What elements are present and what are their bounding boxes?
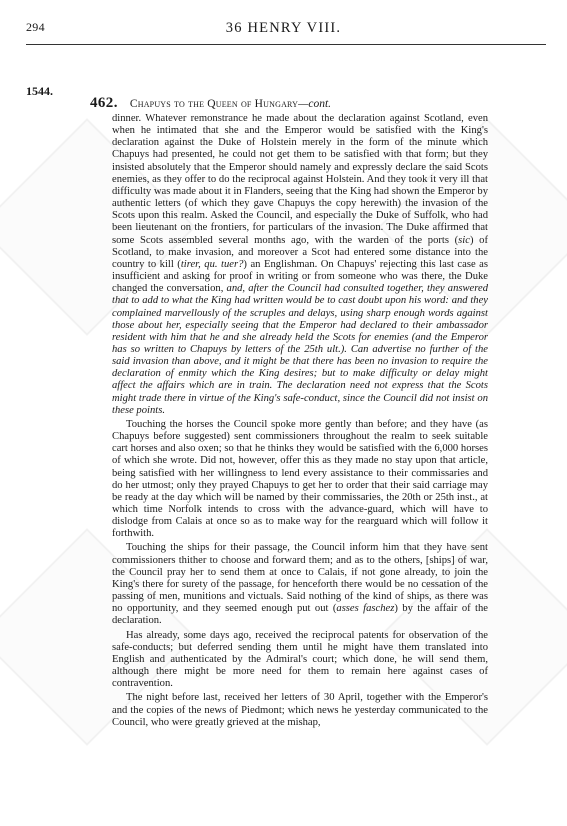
- header-rule: [26, 44, 546, 45]
- paragraph: dinner. Whatever remonstrance he made about the declaration against Scotland, even when he intimated that she and the Emperor would be satisfied with the King's declaration against the Duke of Holstein merely in the form of the minute which Chapuys had presented, he could not get them to be satisfied with that form; but they insisted absolutely that the Emperor should namely and expressly declare the said Scots enemies, as they offer to do the reciprocal against Holstein. And they took it very ill that difficulty was made about it in Flanders, seeing that the King had shown the Emperor by authentic letters (of which they gave Chapuys the copy herewith) the invasion of the Scots upon this realm. Asked the Council, and especially the Duke of Suffolk, who had been lieutenant on the frontiers, for particulars of the invasion. The Duke affirmed that some Scots assembled several months ago, with the warden of the ports (sic) of Scotland, to make invasion, and moreover a Scot had entered some distance into the country to kill (tirer, qu. tuer?) an Englishman. On Chapuys' rejecting this last case as insufficient and asking for proof in writing or from someone who was there, the Duke changed the conversation, and, after the Council had consulted together, they answered that to add to what the King had written would be to cast doubt upon his word: and they complained marvellously of the scruples and delays, using sharp enough words against those about her, especially seeing that the Emperor had declared to their ambassador resident with him that he and she already held the Scots for enemies (and the Emperor has so written to Chapuys by letters of the 25th ult.). Can advertise no further of the said invasion than above, and it might be that there has been no invasion to require the declaration of enmity which the King desires; but to make difficulty or delay might affect the affairs which are in train. The declaration need not express that the Scots might trade there in virtue of the King's safe-conduct, since the Council did not insist on these points.: [112, 113, 489, 416]
- entry-cont: —cont.: [298, 98, 332, 110]
- document-body: [112, 113, 488, 729]
- paragraph: Touching the horses the Council spoke more gently than before; and they have (as Chapuys before suggested) sent commissioners throughout the realm to seek suitable cart horses and also oxen; so that he thinks they would be satisfied with the 6,000 horses of which she wrote. Did not, however, offer this as they made no stay upon that article, being satisfied with her willingness to lend every assistance to their commissaries and do her utmost; only they prayed Chapuys to get her to order that their said carriage may be ready at the day which will be named by their commissaries, the 20th or 25th inst., at which time Norfolk intends to cross with the advance-guard, which will have to dislodge from Calais at once so as to make way for the rearguard which will follow it forthwith.: [112, 418, 488, 540]
- page-number: 294: [26, 20, 45, 34]
- running-head: 36 HENRY VIII.: [225, 20, 342, 36]
- entry-title: Chapuys to the Queen of Hungary: [129, 98, 299, 110]
- entry-number: 462.: [90, 95, 118, 111]
- paragraph: The night before last, received her letters of 30 April, together with the Emperor's and the copies of the news of Piedmont; which news he yesterday communicated to the Council, who were greatly grieved at the mishap,: [112, 692, 488, 728]
- year-marginal: 1544.: [26, 84, 53, 98]
- entry-heading: [90, 96, 550, 111]
- paragraph: Touching the ships for their passage, the Council inform him that they have sent commissioners thither to choose and forward them; and as to the others, [ships] of war, the Council pray her to send them at once to Calais, if not gone already, to join the King's there for surety of the passage, for henceforth there would be no cessation of the passing of men, munitions and victuals. Said nothing of the kind of ships, as there was no opportunity, and they seemed enough put out (asses faschez) by the affair of the declaration.: [112, 542, 488, 627]
- paragraph: Has already, some days ago, received the reciprocal patents for observation of the safe-conducts; but deferred sending them until he might have them translated into English and authenticated by the Admiral's court; which done, he will send them, although there might be more need for them to remain here against cases of contravention.: [112, 629, 488, 690]
